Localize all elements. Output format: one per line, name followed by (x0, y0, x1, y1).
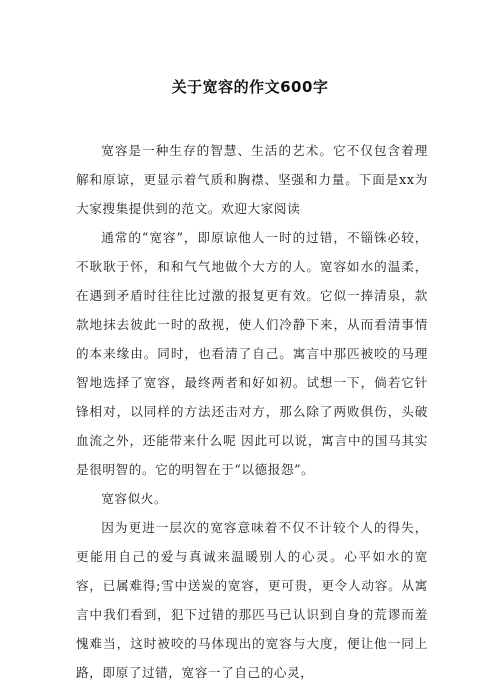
document-title: 关于宽容的作文600字 (171, 78, 329, 96)
paragraph-intro: 宽容是一种生存的智慧、生活的艺术。它不仅包含着理解和原谅，更显示着气质和胸襟、坚强和力量。下面是xx为大家搜集提供到的范文。欢迎大家阅读 (76, 143, 428, 216)
paragraph-deeper-tolerance: 因为更进一层次的宽容意味着不仅不计较个人的得失，更能用自己的爱与真诚来温暖别人的心灵。心平如水的宽容，已属难得;雪中送炭的宽容，更可贵，更令人动容。从寓言中我们看到，犯下过错的那匹马已认识到自身的荒谬而羞愧难当，这时被咬的马体现出的宽容与大度，便让他一同上路，即原了过错，宽容一了自己的心灵， (76, 520, 428, 680)
paragraph-tolerance-water: 通常的“宽容”，即原谅他人一时的过错，不锱铢必较，不耿耿于怀，和和气气地做个大方的人。宽容如水的温柔，在遇到矛盾时往往比过激的报复更有效。它似一捧清泉，款款地抹去彼此一时的敌视，使人们冷静下来，从而看清事情的本来缘由。同时，也看清了自己。寓言中那匹被咬的马理智地选择了宽容，最终两者和好如初。试想一下，倘若它针锋相对，以同样的方法还击对方，那么除了两败俱伤，头破血流之外，还能带来什么呢 因此可以说，寓言中的国马其实是很明智的。它的明智在于“以德报怨”。 (76, 230, 428, 477)
document-body (76, 136, 428, 687)
paragraph-tolerance-fire: 宽容似火。 (101, 491, 168, 506)
